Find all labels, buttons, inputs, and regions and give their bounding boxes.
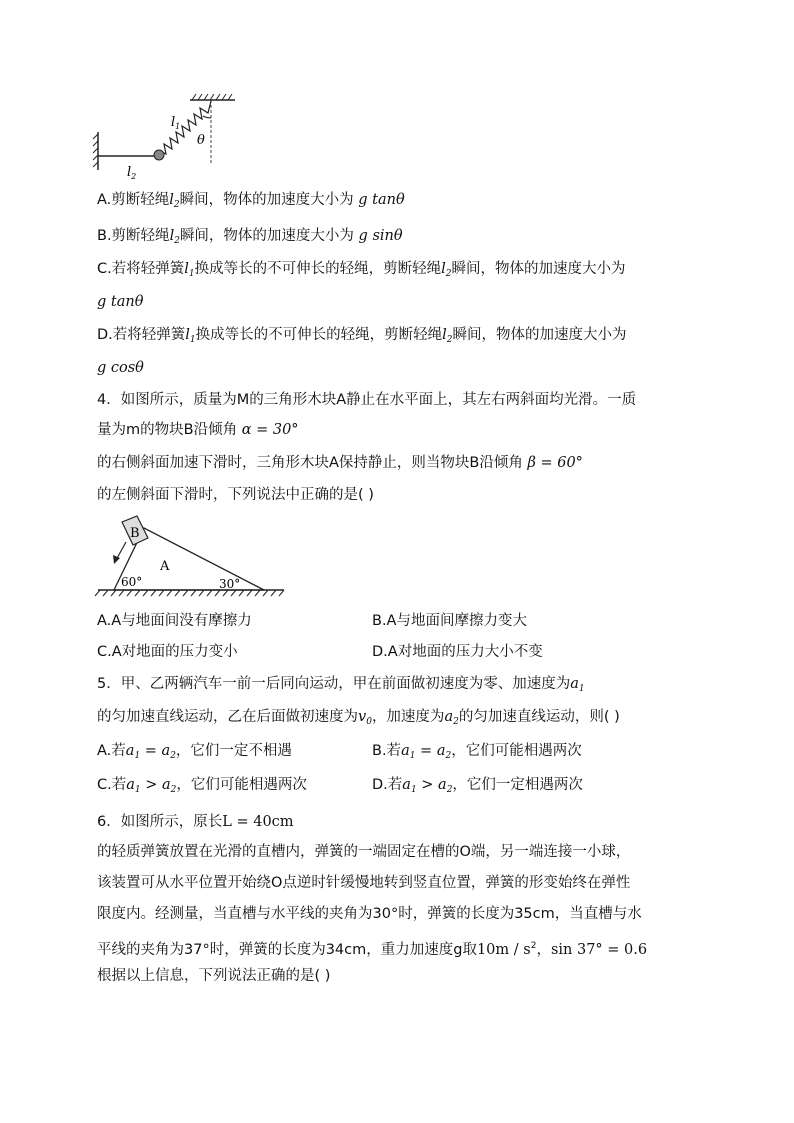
q6-stem-line1: 6．如图所示，原长L = 40cm [97,814,294,830]
q5-option-a: A.若$a_1 = a_2$，它们一定不相遇 [97,743,292,761]
q3-option-c-formula: g tanθ [97,294,144,310]
wedge-a-label: A [160,559,170,574]
q5-option-c: C.若$a_1 > a_2$，它们可能相遇两次 [97,777,307,795]
l2-label: $l_2$ [127,165,137,181]
q3-option-d: D.若将轻弹簧$l_1$换成等长的不可伸长的轻绳，剪断轻绳$l_2$瞬间，物体的加速度大小为 [97,327,627,345]
q6-stem-line6: 根据以上信息，下列说法正确的是( ) [97,968,331,984]
spring-rope-figure [90,92,250,184]
q4-stem-line3: 的右侧斜面加速下滑时，三角形木块A保持静止，则当物块B沿倾角 β = 60° [97,455,583,471]
q6-stem-line2: 的轻质弹簧放置在光滑的直槽内，弹簧的一端固定在槽的O端，另一端连接一小球， [97,844,631,860]
q3-option-b: B.剪断轻绳$l_2$瞬间，物体的加速度大小为 g sinθ [97,228,403,246]
q3-option-a: A.剪断轻绳$l_2$瞬间，物体的加速度大小为 g tanθ [97,192,405,210]
q5-option-b: B.若$a_1 = a_2$，它们可能相遇两次 [372,743,582,761]
q6-stem-line3: 该装置可从水平位置开始绕O点逆时针缓慢地转到竖直位置，弹簧的形变始终在弹性 [97,875,631,891]
q4-option-b: B.A与地面间摩擦力变大 [372,613,527,629]
q3-option-c: C.若将轻弹簧$l_1$换成等长的不可伸长的轻绳，剪断轻绳$l_2$瞬间，物体的加速度大小为 [97,261,626,279]
left-angle-label: 60° [121,575,143,589]
q4-option-a: A.A与地面间没有摩擦力 [97,613,252,629]
q4-option-c: C.A对地面的压力变小 [97,644,238,660]
block-b-label: B [130,526,140,541]
q4-stem-line1: 4．如图所示，质量为M的三角形木块A静止在水平面上，其左右两斜面均光滑。一质 [97,392,637,408]
q6-stem-line4: 限度内。经测量，当直槽与水平线的夹角为30°时，弹簧的长度为35cm，当直槽与水 [97,906,642,922]
q4-stem-line4: 的左侧斜面下滑时，下列说法中正确的是( ) [97,487,374,503]
q4-stem-line2: 量为m的物块B沿倾角 α = 30° [97,422,299,438]
wedge-figure [92,512,292,602]
right-angle-label: 30° [219,577,241,591]
theta-label: θ [197,133,205,148]
q5-stem-line2: 的匀加速直线运动，乙在后面做初速度为$v_0$，加速度为$a_2$的匀加速直线运动，则( ) [97,709,620,727]
q3-option-d-formula: g cosθ [97,360,144,376]
q5-option-d: D.若$a_1 > a_2$，它们一定相遇两次 [372,777,583,795]
q5-stem-line1: 5．甲、乙两辆汽车一前一后同向运动，甲在前面做初速度为零、加速度为$a_1$ [97,676,585,694]
q4-option-d: D.A对地面的压力大小不变 [372,644,543,660]
l1-label: $l_1$ [171,115,181,131]
q6-stem-line5: 平线的夹角为37°时，弹簧的长度为34cm，重力加速度g取$10m / s^2$，sin 37° = 0.6 [97,941,648,958]
